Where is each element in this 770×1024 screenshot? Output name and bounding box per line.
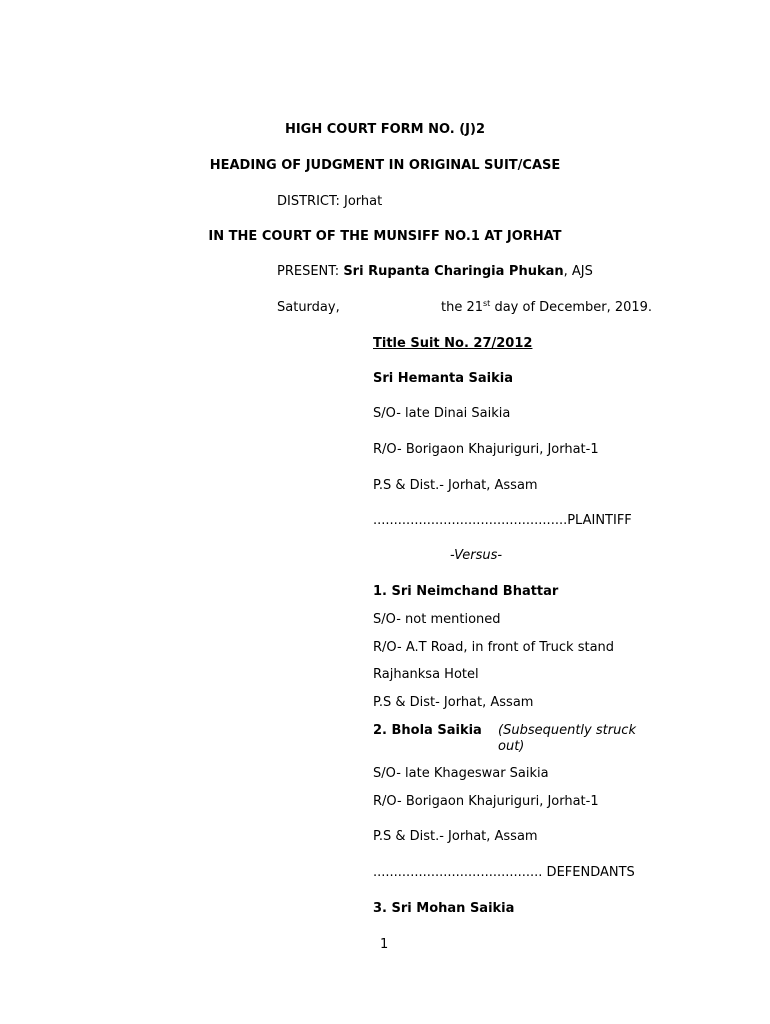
- defendant-2-parentage: S/O- late Khageswar Saikia: [373, 766, 549, 781]
- defendant-2-note: (Subsequently struck: [498, 723, 636, 738]
- suit-number: Title Suit No. 27/2012: [373, 336, 533, 351]
- page-number: 1: [380, 937, 389, 952]
- defendant-1-name: 1. Sri Neimchand Bhattar: [373, 584, 559, 599]
- form-title: HIGH COURT FORM NO. (J)2: [284, 122, 486, 137]
- presiding-officer: Sri Rupanta Charingia Phukan: [343, 264, 564, 279]
- date-line: [441, 300, 652, 316]
- date-weekday: Saturday,: [277, 300, 340, 315]
- plaintiff-marker: ...............................................PLAINTIFF: [373, 513, 632, 528]
- district: DISTRICT: Jorhat: [277, 194, 383, 209]
- judgment-heading: HEADING OF JUDGMENT IN ORIGINAL SUIT/CASE: [209, 158, 561, 173]
- versus-label: -Versus-: [450, 548, 503, 563]
- defendant-1-ps-district: P.S & Dist- Jorhat, Assam: [373, 695, 534, 710]
- defendant-1-landmark: Rajhanksa Hotel: [373, 667, 479, 682]
- present-line: [277, 264, 593, 280]
- defendants-marker: ......................................... DEFENDANTS: [373, 865, 635, 880]
- date-ordinal: st: [483, 299, 491, 308]
- plaintiff-parentage: S/O- late Dinai Saikia: [373, 406, 511, 421]
- defendant-2-name: 2. Bhola Saikia: [373, 723, 482, 738]
- present-suffix: , AJS: [563, 264, 593, 279]
- defendant-1-residence: R/O- A.T Road, in front of Truck stand: [373, 640, 615, 655]
- plaintiff-ps-district: P.S & Dist.- Jorhat, Assam: [373, 478, 538, 493]
- defendant-2-note-cont: out): [498, 739, 525, 754]
- defendant-1-parentage: S/O- not mentioned: [373, 612, 501, 627]
- defendant-2-ps-district: P.S & Dist.- Jorhat, Assam: [373, 829, 538, 844]
- defendant-3-name: 3. Sri Mohan Saikia: [373, 901, 515, 916]
- date-suffix: day of December, 2019.: [490, 300, 653, 315]
- plaintiff-name: Sri Hemanta Saikia: [373, 371, 514, 386]
- defendant-2-residence: R/O- Borigaon Khajuriguri, Jorhat-1: [373, 794, 599, 809]
- plaintiff-residence: R/O- Borigaon Khajuriguri, Jorhat-1: [373, 442, 599, 457]
- court-name: IN THE COURT OF THE MUNSIFF NO.1 AT JORHAT: [208, 229, 562, 244]
- present-label: PRESENT:: [277, 264, 344, 279]
- date-prefix: the 21: [441, 300, 484, 315]
